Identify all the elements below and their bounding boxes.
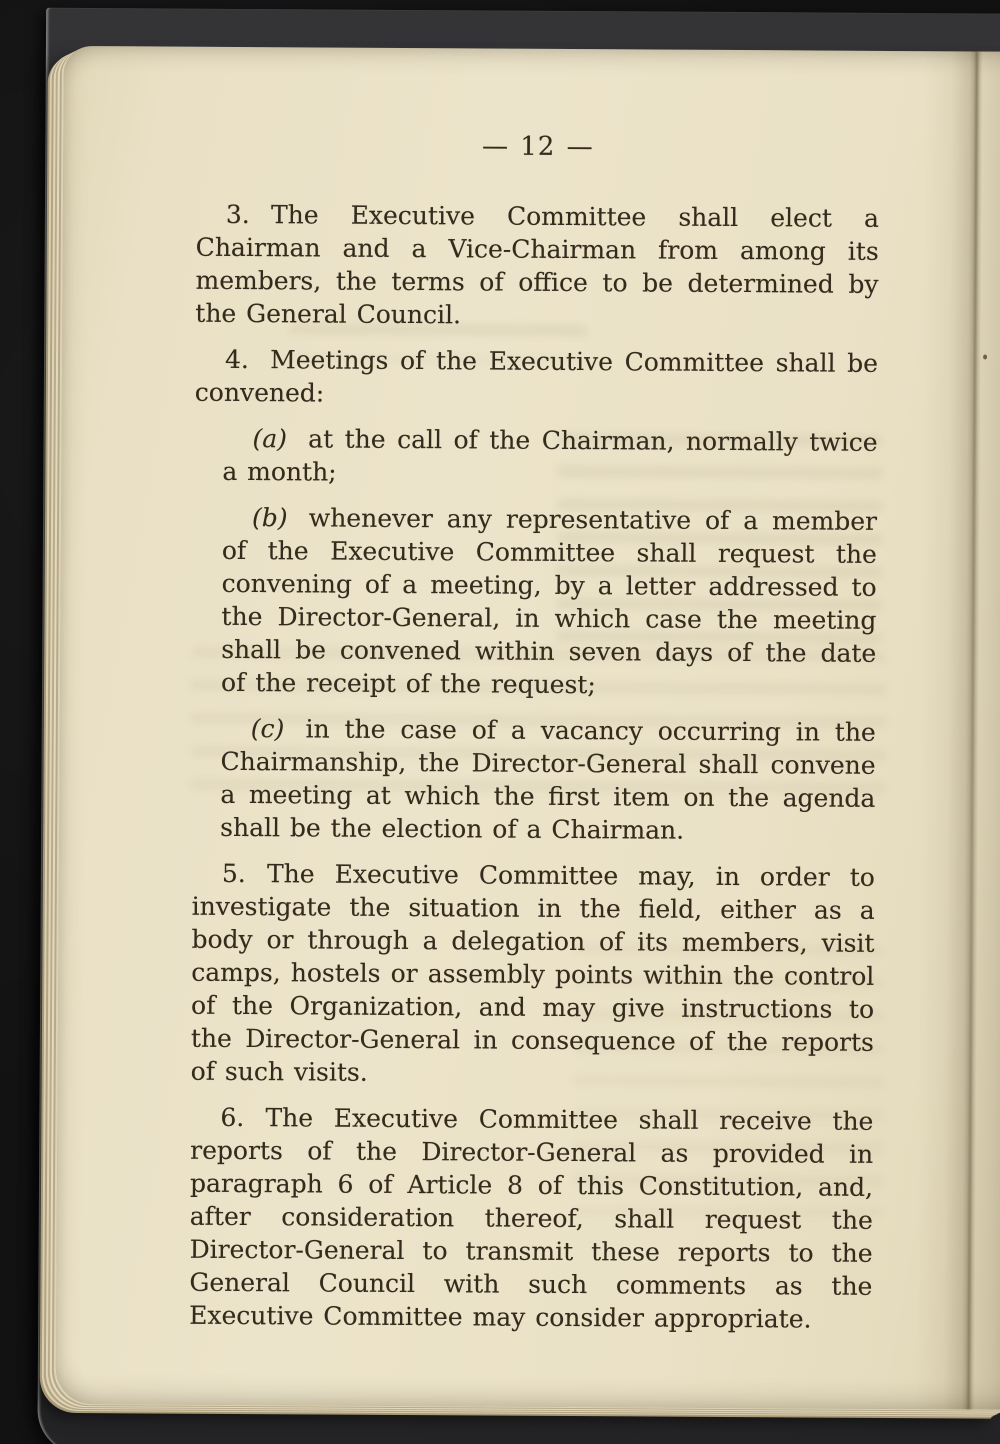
paragraph — [195, 343, 878, 413]
paragraph-label: 3. — [225, 199, 250, 230]
paragraph-text: in the case of a vacancy occurring in the Chairmanship, the Director-General shall convene a meeting at which the first item on the agenda shall be the election of a Chairman. — [220, 714, 876, 845]
paragraph — [221, 501, 877, 703]
paragraph-label: 5. — [221, 858, 246, 889]
paragraph — [189, 1101, 873, 1336]
page-number: — 12 — — [481, 131, 594, 163]
paragraph — [222, 422, 877, 492]
paper-speck — [983, 355, 987, 360]
paragraph-text: whenever any representative of a member of the Executive Committee shall request the convening of a meeting, by a letter addressed to the Director-General, in which case the meeting shall be convened within seven days of the date of the receipt of the request; — [220, 503, 878, 700]
gutter-crease — [968, 51, 978, 1409]
paragraph-label: 4. — [224, 344, 249, 375]
paragraph-label: (a) — [252, 424, 288, 454]
paragraph-text: at the call of the Chairman, normally twice a month; — [222, 424, 878, 487]
page-gutter-shadow — [916, 51, 1000, 1410]
paragraph-label: 6. — [220, 1102, 245, 1133]
paragraph — [195, 198, 879, 334]
paragraph-label: (b) — [251, 503, 288, 533]
page-text-block — [189, 129, 879, 1349]
paragraph-text: The Executive Committee shall elect a Chairman and a Vice-Chairman from among its members, the terms of office to be determined by the General Council. — [195, 200, 880, 330]
paragraph-label: (c) — [250, 714, 285, 744]
paragraph — [220, 712, 876, 848]
paragraph-text: The Executive Committee shall receive the reports of the Director-General as provided in paragraph 6 of Article 8 of this Constitution, and, after consideration thereof, shall request the Director-General to transmit these reports to the General Council with such comments as the Executive Committee may consider appropriate. — [189, 1103, 874, 1334]
book-page — [56, 46, 1000, 1410]
paragraph-text: The Executive Committee may, in order to investigate the situation in the field, either as a body or through a delegation of its members, visit camps, hostels or assembly points within the control of the Organization, and may give instructions to the Director-General in consequence of the reports of such visits. — [190, 859, 875, 1087]
paragraph — [191, 857, 875, 1092]
paragraph-text: Meetings of the Executive Committee shall be convened: — [194, 345, 879, 408]
